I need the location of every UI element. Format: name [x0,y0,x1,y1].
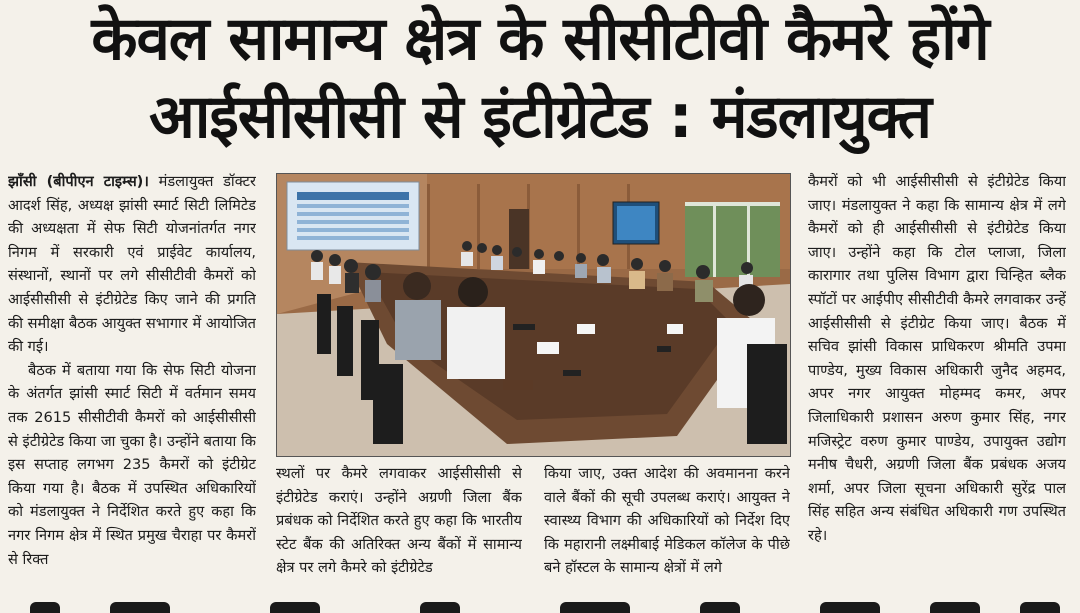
article-column-4 [808,170,1066,590]
article-column-1 [8,170,256,590]
article-column-2 [276,462,522,590]
meeting-photo [276,173,791,457]
next-headline-cropped [0,596,1080,613]
column-4-text: कैमरों को भी आईसीसीसी से इंटीग्रेटेड किया जाए। मंडलायुक्त ने कहा कि सामान्य क्षेत्र में लगे कैमरों को ही आईसीसीसी से इंटीग्रेटेड किया जाए। उन्होंने कहा कि टोल प्लाजा, जिला कारागार तथा पुलिस विभाग द्वारा चिन्हित ब्लैक स्पॉटों पर आईपीए सीसीटीवी कैमरे लगवाकर उन्हें आईसीसीसी से इंटीग्रेट किया जाए। बैठक में सचिव झांसी विकास प्राधिकरण श्रीमति उपमा पाण्डेय, मुख्य विकास अधिकारी जुनैद अहमद, अपर नगर आयुक्त मोहम्मद कमर, अपर जिलाधिकारी प्रशासन अरुण कुमार सिंह, नगर मजिस्ट्रेट वरुण कुमार पाण्डेय, उपायुक्त उद्योग मनीष चैधरी, अग्रणी जिला बैंक प्रबंधक अजय शर्मा, अपर जिला सूचना अधिकारी सुरेंद्र पाल सिंह सहित अन्य संबंधित अधिकारी गण उपस्थित रहे। [808,173,1066,544]
paragraph-1: मंडलायुक्त डॉक्टर आदर्श सिंह, अध्यक्ष झांसी स्मार्ट सिटी लिमिटेड की अध्यक्षता में सेफ सिटी योजनांतर्गत नगर निगम में सरकारी एवं प्राईवेट कार्यालय, संस्थानों, स्थानों पर लगे सीसीटीवी कैमरों को आईसीसीसी से इंटीग्रेटेड किए जाने की प्रगति की समीक्षा बैठक आयुक्त सभागार में आयोजित की गई। [8,173,256,356]
column-3-text: किया जाए, उक्त आदेश की अवमानना करने वाले बैंकों की सूची उपलब्ध कराएं। आयुक्त ने स्वास्थ्य विभाग की अधिकारियों को निर्देश दिए कि महारानी लक्ष्मीबाई मेडिकल कॉलेज के पीछे बने हॉस्टल के सामान्य क्षेत्रों में लगे [544,465,790,577]
dateline: झाँसी (बीपीएन टाइम्स)। [8,173,149,190]
headline-line-1: केवल सामान्य क्षेत्र के सीसीटीवी कैमरे होंगे [91,4,989,74]
column-2-text: स्थलों पर कैमरे लगवाकर आईसीसीसी से इंटीग्रेटेड कराएं। उन्होंने अग्रणी जिला बैंक प्रबंधक को निर्देशित करते हुए कहा कि भारतीय स्टेट बैंक की अतिरिक्त अन्य बैंकों में सामान्य क्षेत्र पर लगे कैमरे को इंटीग्रेटेड [276,465,522,577]
article-column-3 [544,462,790,590]
headline-line-2: आईसीसीसी से इंटीग्रेटेड : मंडलायुक्त [149,82,931,152]
paragraph-2: बैठक में बताया गया कि सेफ सिटी योजना के अंतर्गत झांसी स्मार्ट सिटी में वर्तमान समय तक 2615 सीसीटीवी कैमरों को आईसीसीसी से इंटीग्रेटेड किया जा चुका है। उन्होंने बताया कि इस सप्ताह लगभग 235 कैमरों को इंटीग्रेट किया गया है। बैठक में उपस्थित अधिकारियों को मंडलायुक्त ने निर्देशित करते हुए कहा कि नगर निगम क्षेत्र में स्थित प्रमुख चैराहा पर कैमरों से रिक्त [8,361,256,568]
